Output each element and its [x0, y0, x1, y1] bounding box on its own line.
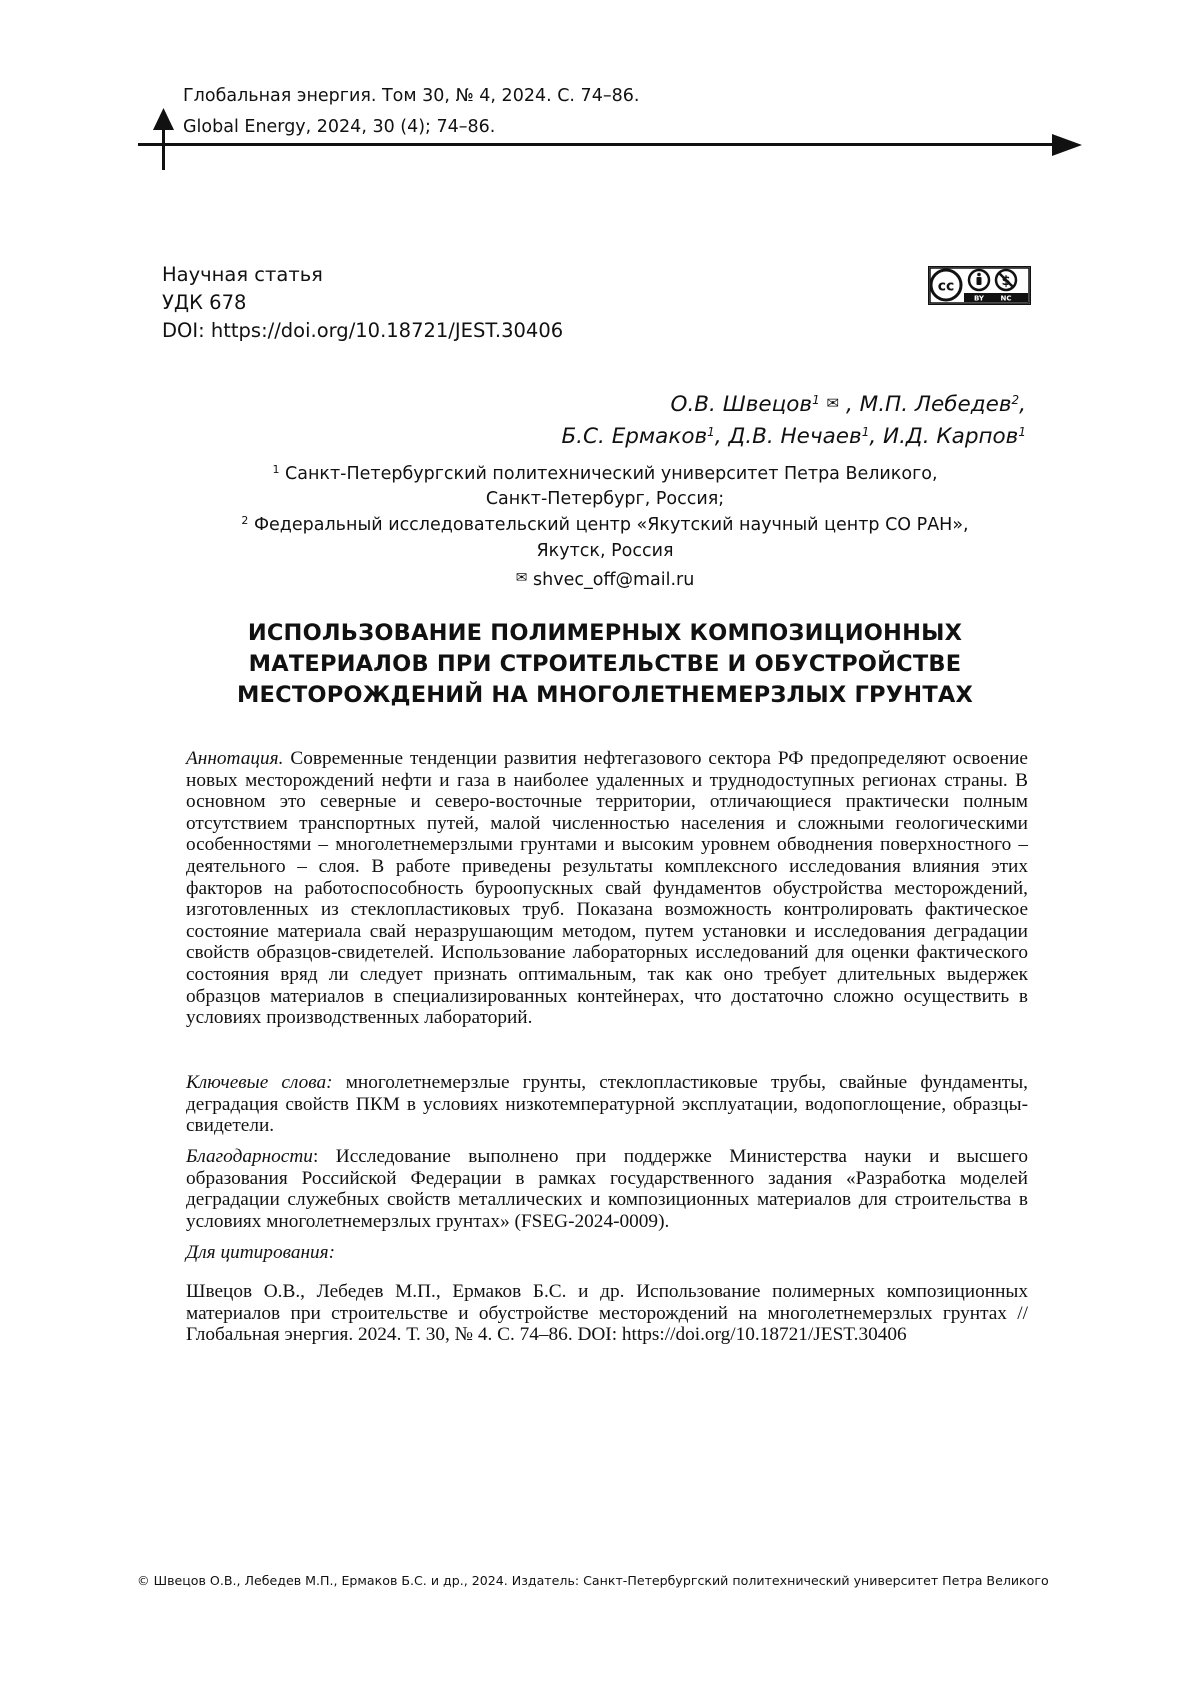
affiliation-number: 1	[272, 463, 279, 476]
abstract	[186, 748, 1028, 1029]
author-affiliation-number: 1	[1018, 425, 1026, 439]
acknowledgements	[186, 1146, 1028, 1232]
keywords-text: многолетнемерзлые грунты, стеклопластиковые трубы, свайные фундаменты, деградация свойств ПКМ в условиях низкотемпературной эксплуатации, водопоглощение, образцы-свидетели.	[186, 1072, 1028, 1136]
author-separator: ,	[869, 424, 883, 449]
arrow-up-icon	[153, 108, 174, 130]
cc-nc-label: NC	[1001, 295, 1012, 303]
author-separator: ,	[1019, 392, 1026, 417]
copyright-footer: © Швецов О.В., Лебедев М.П., Ермаков Б.С. и др., 2024. Издатель: Санкт-Петербургский политехнический университет Петра Великого	[137, 1573, 1077, 1588]
corresponding-email	[150, 570, 1060, 590]
citation-label: Для цитирования:	[186, 1242, 1028, 1264]
author-name: М.П. Лебедев	[860, 392, 1012, 417]
authors-line-2	[326, 424, 1026, 449]
author-affiliation-number: 1	[862, 425, 870, 439]
article-title-line-1: ИСПОЛЬЗОВАНИЕ ПОЛИМЕРНЫХ КОМПОЗИЦИОННЫХ	[150, 620, 1060, 646]
cc-by-nc-icon[interactable]	[928, 266, 1031, 305]
affiliation-text: Федеральный исследовательский центр «Якутский научный центр СО РАН»,	[254, 515, 969, 535]
article-title-line-2: МАТЕРИАЛОВ ПРИ СТРОИТЕЛЬСТВЕ И ОБУСТРОЙСТВЕ	[150, 651, 1060, 677]
keywords	[186, 1072, 1028, 1137]
author-name: Б.С. Ермаков	[561, 424, 707, 449]
envelope-icon[interactable]: ✉	[827, 394, 840, 412]
article-title-line-3: МЕСТОРОЖДЕНИЙ НА МНОГОЛЕТНЕМЕРЗЛЫХ ГРУНТАХ	[150, 682, 1060, 708]
header-horizontal-rule	[138, 143, 1060, 146]
abstract-label: Аннотация.	[186, 748, 283, 769]
abstract-text: Современные тенденции развития нефтегазового сектора РФ предопределяют освоение новых месторождений нефти и газа в наиболее удаленных и труднодоступных регионах страны. В основном это северные и северо-восточные территории, отличающиеся практически полным отсутствием транспортных путей, малой численностью населения и сложными геологическими особенностями – многолетнемерзлыми грунтами и высоким уровнем обводнения поверхностного – деятельного – слоя. В работе приведены результаты комплексного исследования влияния этих факторов на работоспособность буроопускных свай фундаментов обустройства месторождений, изготовленных из стеклопластиковых труб. Показана возможность контролировать фактическое состояние материала свай неразрушающим методом, путем установки и исследования деградации свойств образцов-свидетелей. Использование лабораторных исследований для оценки фактического состояния вряд ли следует признать оптимальным, так как оно требует длительных выдержек образцов материалов в специализированных контейнерах, что достаточно сложно осуществить в условиях производственных лабораторий.	[186, 748, 1028, 1028]
article-type: Научная статья	[162, 263, 323, 286]
affiliation-2-line-2: Якутск, Россия	[150, 541, 1060, 561]
journal-reference-en: Global Energy, 2024, 30 (4); 74–86.	[183, 117, 495, 137]
affiliation-1-line-2: Санкт-Петербург, Россия;	[150, 489, 1060, 509]
affiliation-1-line-1	[150, 463, 1060, 484]
envelope-icon: ✉	[516, 570, 528, 586]
arrow-right-icon	[1052, 134, 1082, 156]
journal-reference-ru: Глобальная энергия. Том 30, № 4, 2024. С. 74–86.	[183, 86, 639, 106]
author-name: О.В. Швецов	[671, 392, 813, 417]
keywords-label: Ключевые слова:	[186, 1072, 333, 1093]
authors-line-1	[326, 392, 1026, 417]
author-separator: ,	[839, 392, 860, 417]
cc-badge-label: cc	[938, 279, 955, 295]
author-affiliation-number: 2	[1012, 393, 1020, 407]
doi-link[interactable]: DOI: https://doi.org/10.18721/JEST.30406	[162, 319, 563, 342]
affiliation-2-line-1	[150, 514, 1060, 535]
cc-by-label: BY	[974, 295, 985, 303]
acknowledgements-label: Благодарности	[186, 1146, 313, 1167]
acknowledgements-text: : Исследование выполнено при поддержке Министерства науки и высшего образования Российской Федерации в рамках государственного задания «Разработка моделей деградации служебных свойств металлических и композиционных материалов для строительства в условиях многолетнемерзлых грунтах» (FSEG-2024-0009).	[186, 1146, 1028, 1232]
udc-code: УДК 678	[162, 291, 246, 314]
author-name: Д.В. Нечаев	[728, 424, 861, 449]
author-name: И.Д. Карпов	[883, 424, 1018, 449]
email-link[interactable]: shvec_off@mail.ru	[533, 570, 694, 590]
affiliation-number: 2	[241, 514, 248, 527]
citation-text: Швецов О.В., Лебедев М.П., Ермаков Б.С. и др. Использование полимерных композиционных материалов при строительстве и обустройстве месторождений на многолетнемерзлых грунтах // Глобальная энергия. 2024. Т. 30, № 4. С. 74–86. DOI: https://doi.org/10.18721/JEST.30406	[186, 1281, 1028, 1346]
author-separator: ,	[715, 424, 729, 449]
author-affiliation-number: 1	[812, 393, 820, 407]
author-affiliation-number: 1	[707, 425, 715, 439]
affiliation-text: Санкт-Петербургский политехнический университет Петра Великого,	[285, 464, 938, 484]
